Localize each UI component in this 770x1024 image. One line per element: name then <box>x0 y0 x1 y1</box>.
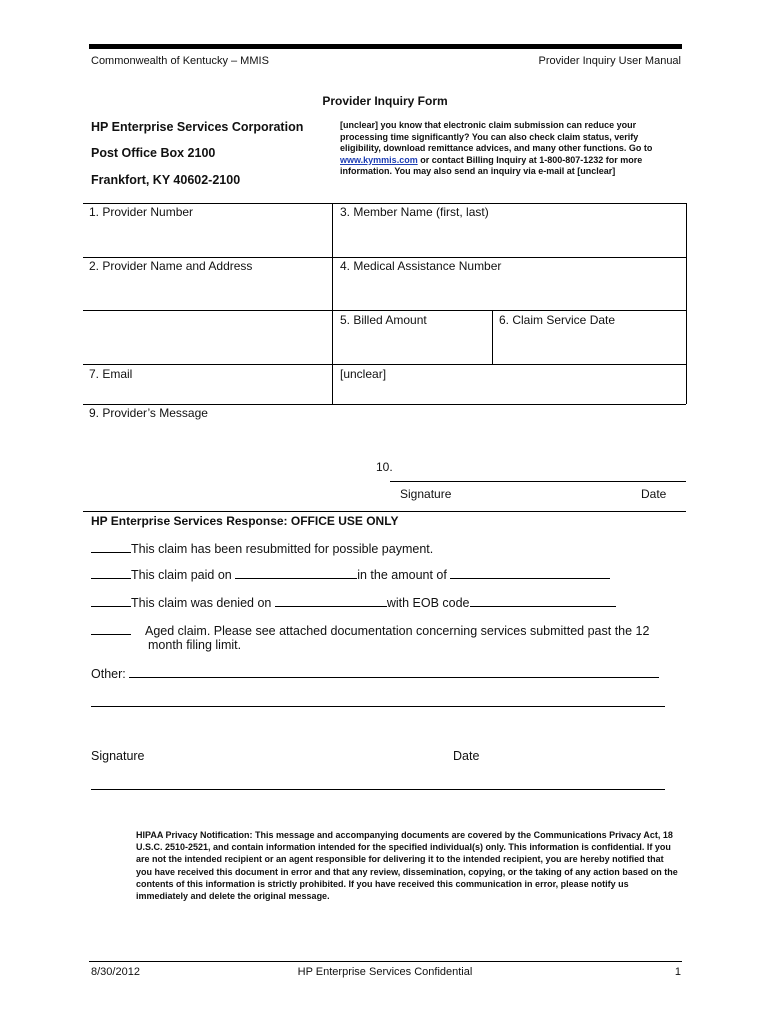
denied-check-blank[interactable] <box>91 595 131 607</box>
paid-option[interactable] <box>91 567 610 582</box>
footer-confidential: HP Enterprise Services Confidential <box>297 966 473 978</box>
grid-line-row4 <box>83 364 686 365</box>
icn-field[interactable]: [unclear] <box>340 367 387 381</box>
member-name-field[interactable]: 3. Member Name (first, last) <box>340 205 489 219</box>
grid-line-row3 <box>83 310 686 311</box>
medical-assistance-number-field[interactable]: 4. Medical Assistance Number <box>340 259 502 273</box>
denied-date-blank[interactable] <box>275 595 387 607</box>
provider-date-label: Date <box>641 487 667 501</box>
response-section-rule <box>83 511 686 512</box>
hipaa-notice: HIPAA Privacy Notification: This message and accompanying documents are covered by the Communications Privacy Act, 18 U.S.C. 2510-2521, and contain information intended for the specified individual(s) only. This information is confidential. If you are not the intended recipient or an agent responsible for delivering it to the intended recipient, you are hereby notified that you have received this document in error and that any review, dissemination, copying, or the taking of any action based on the contents of this information is strictly prohibited. If you have received this communication in error, please notify us immediately and delete the original message. <box>136 830 678 902</box>
grid-divider-main <box>332 203 333 404</box>
other-label: Other: <box>91 667 130 681</box>
other-option[interactable] <box>91 666 659 681</box>
aged-claim-option[interactable] <box>91 623 649 638</box>
address-line-pobox: Post Office Box 2100 <box>91 146 216 160</box>
resubmitted-blank[interactable] <box>91 541 131 553</box>
resubmitted-option[interactable] <box>91 541 433 556</box>
notice-text-1: [unclear] you know that electronic claim submission can reduce your processing time significantly? You can also check claim status, verify eligibility, download remittance advices, and many other functions. Go to <box>340 120 653 153</box>
paid-amount-blank[interactable] <box>450 567 610 579</box>
footer-rule <box>89 961 682 962</box>
other-continuation-line[interactable] <box>91 706 665 707</box>
form-title: Provider Inquiry Form <box>322 94 448 108</box>
notice-text-2: or contact Billing Inquiry at 1-800-807-1232 for more information. You may also send an inquiry via e-mail at [unclear] <box>340 154 643 176</box>
grid-line-row5 <box>83 404 686 405</box>
electronic-submission-notice <box>340 120 680 178</box>
provider-name-address-field[interactable]: 2. Provider Name and Address <box>89 259 253 273</box>
email-field[interactable]: 7. Email <box>89 367 133 381</box>
footer-date: 8/30/2012 <box>91 966 140 978</box>
header-right-text: Provider Inquiry User Manual <box>538 55 681 67</box>
provider-signature-label: Signature <box>400 487 452 501</box>
paid-text-a: This claim paid on <box>131 568 236 582</box>
header-rule <box>89 44 682 49</box>
field-10-label: 10. <box>376 460 393 474</box>
response-signature-line[interactable] <box>91 789 665 790</box>
denied-text-b: with EOB code <box>386 596 470 610</box>
aged-claim-blank[interactable] <box>91 623 131 635</box>
grid-line-top <box>83 203 686 204</box>
provider-message-field[interactable]: 9. Provider’s Message <box>89 406 208 420</box>
provider-signature-line[interactable] <box>390 481 686 482</box>
address-line-city: Frankfort, KY 40602-2100 <box>91 173 241 187</box>
eob-code-blank[interactable] <box>470 595 616 607</box>
kymmis-link[interactable]: www.kymmis.com <box>340 154 418 165</box>
paid-date-blank[interactable] <box>235 567 357 579</box>
aged-claim-text: Aged claim. Please see attached documentation concerning services submitted past the 12 <box>145 624 650 638</box>
other-blank[interactable] <box>129 666 659 678</box>
response-date-label: Date <box>453 749 480 763</box>
grid-divider-billed <box>492 310 493 364</box>
paid-check-blank[interactable] <box>91 567 131 579</box>
denied-option[interactable] <box>91 595 616 610</box>
claim-service-date-field[interactable]: 6. Claim Service Date <box>499 313 616 327</box>
denied-text-a: This claim was denied on <box>131 596 275 610</box>
billed-amount-field[interactable]: 5. Billed Amount <box>340 313 427 327</box>
address-line-company: HP Enterprise Services Corporation <box>91 120 304 134</box>
provider-number-field[interactable]: 1. Provider Number <box>89 205 194 219</box>
response-signature-label: Signature <box>91 749 145 763</box>
header-left-text: Commonwealth of Kentucky – MMIS <box>91 55 269 67</box>
grid-line-row2 <box>83 257 686 258</box>
grid-right-edge <box>686 203 687 404</box>
aged-claim-text-cont: month filing limit. <box>148 638 242 652</box>
footer-page-number: 1 <box>674 966 681 978</box>
response-heading: HP Enterprise Services Response: OFFICE USE ONLY <box>91 514 399 528</box>
resubmitted-text: This claim has been resubmitted for possible payment. <box>131 542 434 556</box>
paid-text-b: in the amount of <box>357 568 451 582</box>
